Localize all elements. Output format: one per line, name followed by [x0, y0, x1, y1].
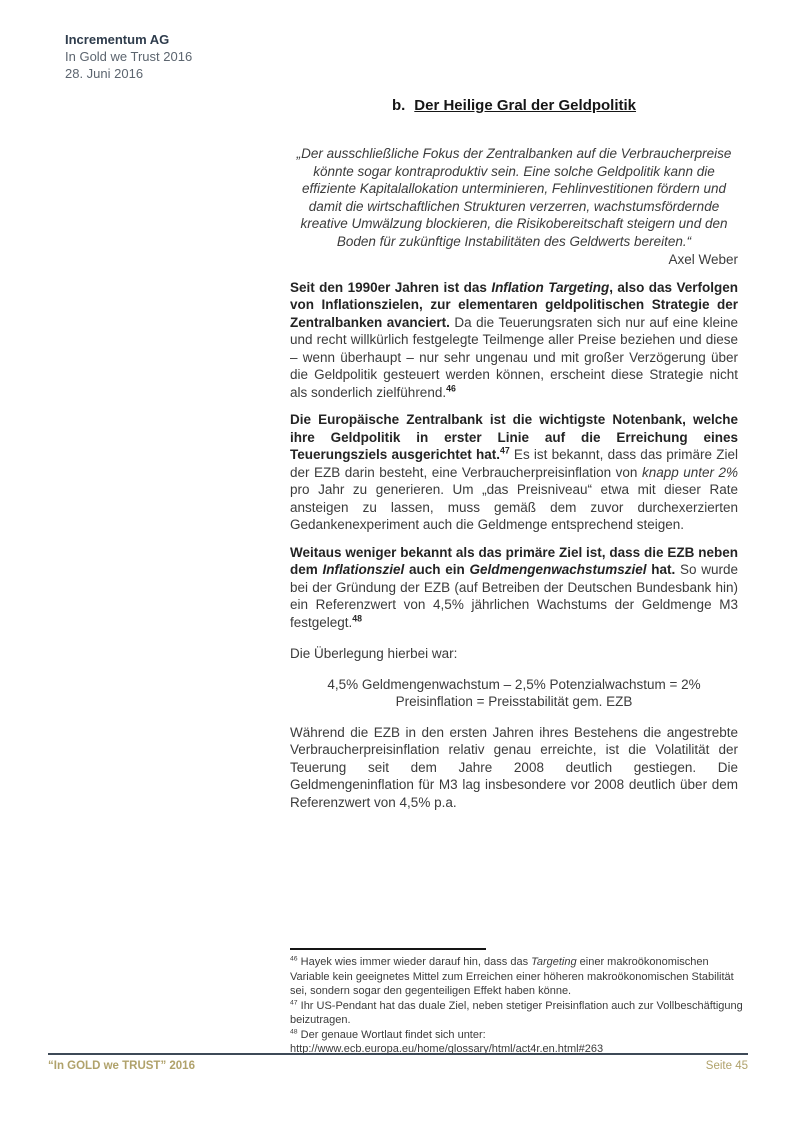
text-segment: einer makroökonomischen Variable kein geeignetes Mittel zum Erreichen einer höheren makroökonomischen Stabilität sei, sondern sogar den gegenteiligen Effekt haben könne. — [290, 956, 734, 997]
paragraph-inflation-targeting — [290, 279, 738, 402]
page-footer — [48, 1053, 748, 1072]
footnotes-section — [290, 948, 746, 1057]
content-column — [290, 97, 738, 811]
paragraph-volatilitaet — [290, 724, 738, 812]
text-segment: http://www.ecb.europa.eu/home/glossary/html/act4r.en.html#263 — [290, 1043, 604, 1055]
text-segment: Die Europäische Zentralbank ist die wichtigste Notenbank, welche ihre Geldpolitik in erster Linie auf die Erreichung eines Teuerungsziels ausgerichtet hat. — [290, 412, 738, 462]
text-segment: Es ist bekannt, dass das primäre Ziel der EZB darin besteht, eine Verbraucherpreisinflation von — [290, 447, 738, 480]
quote-attribution: Axel Weber — [668, 252, 738, 267]
text-segment: auch ein — [404, 562, 470, 577]
section-title — [290, 97, 738, 115]
text-segment: pro Jahr zu generieren. Um „das Preisniveau“ etwa mit dieser Rate ansteigen zu lassen, muss gemäß dem zuvor durchexerzierten Gedankenexperiment auch die Geldmenge entsprechend steigen. — [290, 482, 738, 532]
text-segment: , also das Verfolgen von Inflationszielen, zur elementaren geldpolitischen Strategie der Zentralbanken avanciert. — [290, 279, 738, 330]
footnote-47 — [290, 999, 746, 1028]
text-segment: Targeting — [531, 956, 577, 968]
body-blocks — [290, 279, 738, 812]
text-segment: Geldmengenwachstumsziel — [469, 562, 647, 577]
report-title: In Gold we Trust 2016 — [65, 49, 193, 64]
text-segment: Seit den 1990er Jahren ist das — [290, 279, 492, 295]
paragraph-ezb-teuerungsziel — [290, 411, 738, 534]
footnote-marker: 48 — [290, 1027, 298, 1035]
report-date: 28. Juni 2016 — [65, 66, 144, 81]
text-segment: Inflationsziel — [322, 562, 405, 577]
text-segment: Die Überlegung hierbei war: — [290, 646, 458, 661]
text-segment: So wurde bei der Gründung der EZB (auf Betreiben der Deutschen Bundesbank hin) ein Referenzwert von 4,5% jährlichen Wachstums der Geldmenge M3 festgelegt. — [290, 562, 738, 630]
text-segment: 48 — [352, 613, 363, 623]
text-segment: Während die EZB in den ersten Jahren ihres Bestehens die angestrebte Verbraucherpreisinflation relativ genau erreichte, ist die Volatilität der Teuerung seit dem Jahre 2008 deutlich gestiegen. Die Geldmengeninflation für M3 lag insbesondere vor 2008 deutlich über dem Referenzwert von 4,5% p.a. — [290, 724, 738, 810]
section-index: b. — [391, 97, 406, 114]
section-title-text: Der Heilige Gral der Geldpolitik — [414, 97, 637, 114]
text-segment: Da die Teuerungsraten sich nur auf eine kleine und recht willkürlich festgelegte Teilmenge aller Preise beziehen und diese – wenn überhaupt – nur sehr ungenau und mit großer Verzögerung über die Geldpolitik gesteuert werden können, erscheint diese Strategie nicht als sonderlich zielführend. — [290, 314, 738, 400]
text-segment: 46 — [446, 383, 456, 393]
paragraph-geldmengenwachstumsziel — [290, 544, 738, 632]
footer-report-label: “In GOLD we TRUST” 2016 — [48, 1060, 195, 1072]
page-header — [65, 31, 192, 82]
text-segment: Weitaus weniger bekannt als das primäre Ziel ist, dass die EZB neben dem — [290, 544, 738, 577]
text-segment: 47 — [499, 445, 510, 456]
text-segment: Inflation Targeting — [491, 279, 610, 295]
text-segment: Ihr US-Pendant hat das duale Ziel, neben stetiger Preisinflation auch zur Vollbeschäftigung beizutragen. — [290, 999, 743, 1026]
text-segment: hat. — [646, 562, 680, 577]
footnote-marker: 47 — [290, 998, 298, 1006]
footer-rule — [48, 1053, 748, 1055]
footnote-marker: 46 — [290, 955, 298, 963]
quote-text: „Der ausschließliche Fokus der Zentralbanken auf die Verbraucherpreise könnte sogar kontraproduktiv sein. Eine solche Geldpolitik kann die effiziente Kapitalallokation unterminieren, Fehlinvestitionen fördern und damit die wirtschaftlichen Strukturen verzerren, wachstumsfördernde kreative Umwälzung blockieren, die Risikobereitschaft steigern und den Boden für zukünftige Instabilitäten des Geldwerts bereiten.“ — [296, 146, 732, 249]
page-number: Seite 45 — [705, 1060, 748, 1072]
text-segment: Hayek wies immer wieder darauf hin, dass das — [297, 956, 532, 968]
paragraph-ueberlegung-lead — [290, 645, 738, 663]
footnotes-list — [290, 955, 746, 1057]
text-segment: knapp unter 2% — [641, 464, 738, 480]
company-name: Incrementum AG — [65, 32, 170, 47]
footnote-separator — [290, 948, 486, 950]
footnote-46 — [290, 955, 746, 999]
quote-block — [290, 145, 738, 269]
formula-preisstabilitaet: 4,5% Geldmengenwachstum – 2,5% Potenzialwachstum = 2% Preisinflation = Preisstabilität gem. EZB — [327, 676, 701, 709]
text-segment: Der genaue Wortlaut findet sich unter: — [297, 1028, 486, 1041]
